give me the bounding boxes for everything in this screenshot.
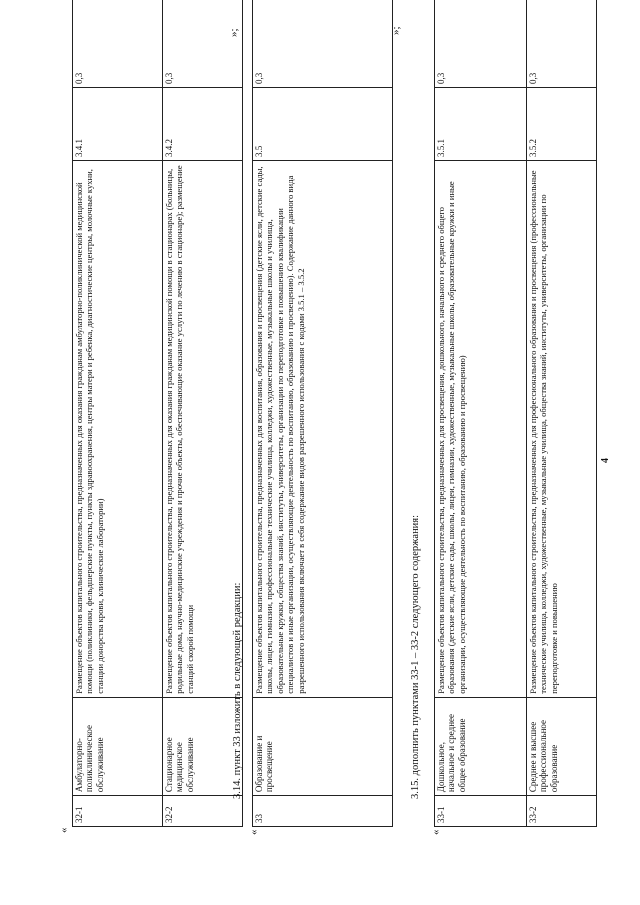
row-description: Размещение объектов капитального строительства, предназначенных для воспитания, образования и просвещения (детские ясли, детские сады, школы, лицеи, гимназии, профессиональные технические училища, колледжи, художественные, музыкальные школы и училища, образовательные кружки, общества знаний, институты, университеты, организации по переподготовке и повышению квалификации специалистов и иные организации, осуществляющие деятельность по воспитанию, образованию и просвещению). Содержание данного вида разрешенного использования включает в себя содержание видов разрешенного использования с кодами 3.5.1 – 3.5.2	[253, 161, 393, 698]
table-row	[73, 0, 163, 827]
row-code: 3.5	[253, 87, 393, 160]
table-section-1	[72, 0, 243, 827]
row-description: Размещение объектов капитального строительства, предназначенных для оказания гражданам медицинской помощи в стационарах (больницы, родильные дома, научно-медицинские учреждения и прочие объекты, обеспечивающие оказание услуги по лечению в стационаре); размещение станций скорой помощи	[163, 161, 243, 698]
row-code: 3.4.1	[73, 87, 163, 160]
table-row	[163, 0, 243, 827]
row-name: Среднее и высшее профессиональное образование	[527, 697, 597, 795]
row-value: 0,3	[435, 0, 527, 87]
close-quote-2: »;	[390, 26, 402, 35]
open-quote-1: «	[58, 827, 70, 833]
table-row	[527, 0, 597, 827]
row-number: 32-1	[73, 796, 163, 827]
row-number: 33-1	[435, 796, 527, 827]
row-description: Размещение объектов капитального строительства, предназначенных для оказания гражданам амбулаторно-поликлинической медицинской помощи (поликлиники, фельдшерские пункты, пункты здравоохранения, центры матери и ребенка, диагностические центры, молочные кухни, станции донорства крови, клинические лаборатории)	[73, 161, 163, 698]
row-number: 32-2	[163, 796, 243, 827]
table-section-2	[252, 0, 393, 827]
row-value: 0,3	[253, 0, 393, 87]
row-name: Образование и просвещение	[253, 697, 393, 795]
open-quote-2: «	[248, 829, 260, 835]
item-3-14-text: 3.14. пункт 33 изложить в следующей редакции:	[232, 582, 243, 799]
row-code: 3.4.2	[163, 87, 243, 160]
row-code: 3.5.2	[527, 87, 597, 160]
row-value: 0,3	[527, 0, 597, 87]
table-row	[435, 0, 527, 827]
table-row	[253, 0, 393, 827]
item-3-15-text: 3.15. дополнить пунктами 33-1 – 33-2 следующего содержания:	[410, 514, 421, 799]
row-value: 0,3	[73, 0, 163, 87]
row-description: Размещение объектов капитального строительства, предназначенных для профессионального образования и просвещения (профессиональные технические училища, колледжи, художественные, музыкальные училища, общества знаний, институты, университеты, организации по переподготовке и повышению	[527, 161, 597, 698]
open-quote-3: «	[430, 829, 442, 835]
row-number: 33	[253, 796, 393, 827]
table-section-3	[434, 0, 597, 827]
row-number: 33-2	[527, 796, 597, 827]
row-name: Стационарное медицинское обслуживание	[163, 697, 243, 795]
close-quote-1: »;	[228, 28, 240, 37]
row-description: Размещение объектов капитального строительства, предназначенных для просвещения, дошкольного, начального и среднего общего образования (детские ясли, детские сады, школы, лицеи, гимназии, художественные, музыкальные школы, образовательные кружки и иные организации, осуществляющие деятельность по воспитанию, образованию и просвещению)	[435, 161, 527, 698]
page-number: 4	[600, 458, 611, 463]
row-name: Амбулаторно-поликлиническое обслуживание	[73, 697, 163, 795]
row-code: 3.5.1	[435, 87, 527, 160]
row-name: Дошкольное, начальное и среднее общее образование	[435, 697, 527, 795]
row-value: 0,3	[163, 0, 243, 87]
